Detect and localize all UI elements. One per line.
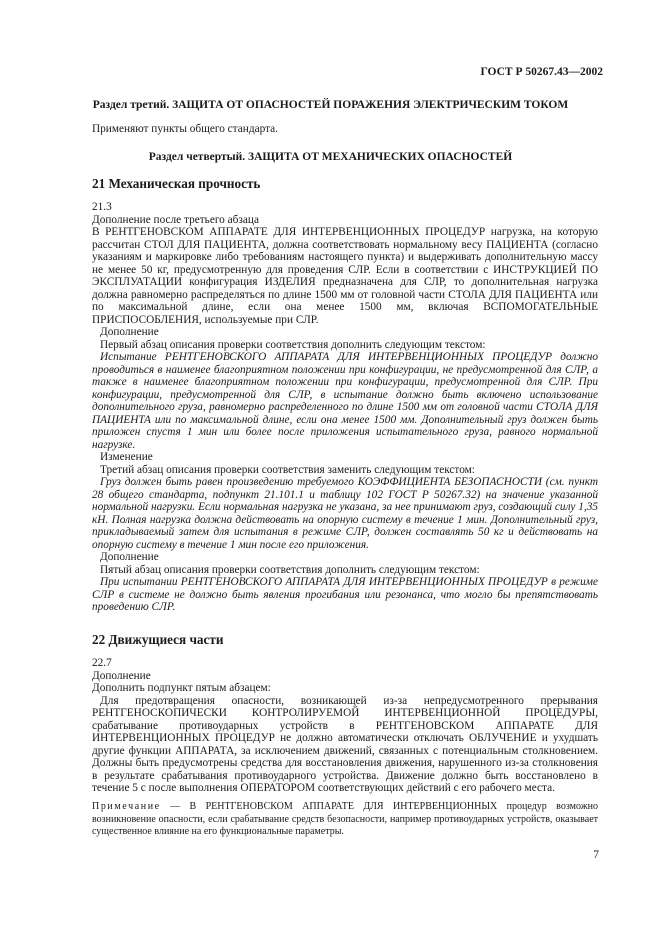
clause-21-body bbox=[92, 201, 598, 614]
clause-22-addition-label: Дополнение bbox=[92, 669, 151, 682]
page-number: 7 bbox=[593, 849, 599, 861]
section-4-title: Раздел четвертый. ЗАЩИТА ОТ МЕХАНИЧЕСКИХ ОПАСНОСТЕЙ bbox=[148, 151, 513, 163]
clause-21-addition2-label: Дополнение bbox=[100, 326, 159, 338]
note-label: Примечание bbox=[92, 801, 161, 812]
note-block bbox=[92, 801, 598, 839]
clause-21-para1: В РЕНТГЕНОВСКОМ АППАРАТЕ ДЛЯ ИНТЕРВЕНЦИОННЫХ ПРОЦЕДУР нагрузка, на которую рассчитан СТОЛ ДЛЯ ПАЦИЕНТА, должна соответствовать нормальному весу ПАЦИЕНТА (согласно указаниям и маркировке либо требованиям настоящего пункта) и выдерживать дополнительную массу не менее 50 кг, предусмотренную для проведения СЛР. Если в соответствии с ИНСТРУКЦИЕЙ ПО ЭКСПЛУАТАЦИИ конфигурация ИЗДЕЛИЯ предназначена для СЛР, то дополнительная нагрузка должна равномерно распределяться по длине 1500 мм от головной части СТОЛА ДЛЯ ПАЦИЕНТА или по максимальной длине, если она менее 1500 мм, включая ВСПОМОГАТЕЛЬНЫЕ ПРИСПОСОБЛЕНИЯ, используемые при СЛР. bbox=[92, 226, 598, 326]
clause-21-addition2-intro: Первый абзац описания проверки соответствия дополнить следующим текстом: bbox=[100, 338, 486, 351]
clause-22-para: Для предотвращения опасности, возникающей из-за непредусмотренного прерывания РЕНТГЕНОСКОПИЧЕСКИ КОНТРОЛИРУЕМОЙ ИНТЕРВЕНЦИОННОЙ ПРОЦЕДУРЫ, срабатывание противоударных устройств в РЕНТГЕНОВСКОМ АППАРАТЕ ДЛЯ ИНТЕРВЕНЦИОННЫХ ПРОЦЕДУР не должно автоматически отключать ОБЛУЧЕНИЕ и ухудшать другие функции АППАРАТА, за исключением движений, связанных с потенциальным столкновением. Должны быть предусмотрены средства для восстановления движения, нарушенного из-за столкновения в результате срабатывания противоударного устройства. Движение должно быть восстановлено в течение 5 с после выполнения ОПЕРАТОРОМ соответствующих действий с его рабочего места. bbox=[92, 694, 598, 794]
clause-22-heading: 22 Движущиеся части bbox=[92, 632, 224, 647]
standard-number: ГОСТ Р 50267.43—2002 bbox=[480, 66, 603, 78]
section-3-text: Применяют пункты общего стандарта. bbox=[92, 123, 278, 135]
clause-21-3-number: 21.3 bbox=[92, 201, 112, 213]
clause-21-addition-label: Дополнение после третьего абзаца bbox=[92, 213, 259, 226]
clause-21-addition3-label: Дополнение bbox=[100, 551, 159, 563]
clause-21-addition3-intro: Пятый абзац описания проверки соответствия дополнить следующим текстом: bbox=[100, 563, 480, 576]
section-3-text-block bbox=[92, 123, 598, 136]
clause-21-addition3-text: При испытании РЕНТГЕНОВСКОГО АППАРАТА ДЛЯ ИНТЕРВЕНЦИОННЫХ ПРОЦЕДУР в режиме СЛР в системе не должно быть явления прогибания или резонанса, что могло бы препятствовать проведению СЛР. bbox=[92, 576, 598, 613]
clause-21-change-intro: Третий абзац описания проверки соответствия заменить следующим текстом: bbox=[100, 463, 475, 476]
clause-22-7-number: 22.7 bbox=[92, 657, 112, 669]
note-text: — В РЕНТГЕНОВСКОМ АППАРАТЕ ДЛЯ ИНТЕРВЕНЦИОННЫХ процедур возможно возникновение опасности, если срабатывание средств безопасности, например противоударных устройств, оказывает существенное влияние на его функциональные параметры. bbox=[92, 801, 598, 837]
clause-21-change-text: Груз должен быть равен произведению требуемого КОЭФФИЦИЕНТА БЕЗОПАСНОСТИ (см. пункт 28 общего стандарта, подпункт 21.101.1 и таблицу 102 ГОСТ Р 50267.32) на значение указанной нормальной нагрузки. Если нормальная нагрузка не указана, за нее принимают груз, создающий силу 1,35 кН. Полная нагрузка должна действовать на опорную систему в течение 1 мин. Дополнительный груз, прикладываемый затем для испытания в режиме СЛР, должен составлять 50 кг и действовать на опорную систему в течение 1 мин после его приложения. bbox=[92, 476, 598, 551]
clause-21-addition2-text: Испытание РЕНТГЕНОВСКОГО АППАРАТА ДЛЯ ИНТЕРВЕНЦИОННЫХ ПРОЦЕДУР должно проводиться в наименее благоприятном положении при конфигурации, не предусмотренной для СЛР, а также в наименее благоприятном положении при конфигурации, предусмотренной для СЛР. При конфигурации, предусмотренной для СЛР, в испытание должно быть включено использование дополнительного груза, равномерно распределенного по длине 1500 мм от головной части СТОЛА ДЛЯ ПАЦИЕНТА или по максимальной длине, если она менее 1500 мм. Дополнительный груз должен быть приложен спустя 1 мин или более после приложения испытательного груза, равного нормальной нагрузке. bbox=[92, 351, 598, 451]
clause-22-addition-intro: Дополнить подпункт пятым абзацем: bbox=[92, 682, 271, 694]
clause-21-change-label: Изменение bbox=[100, 451, 153, 463]
clause-22-body bbox=[92, 657, 598, 795]
clause-21-heading: 21 Механическая прочность bbox=[92, 176, 261, 191]
section-3-title: Раздел третий. ЗАЩИТА ОТ ОПАСНОСТЕЙ ПОРАЖЕНИЯ ЭЛЕКТРИЧЕСКИМ ТОКОМ bbox=[92, 99, 569, 111]
